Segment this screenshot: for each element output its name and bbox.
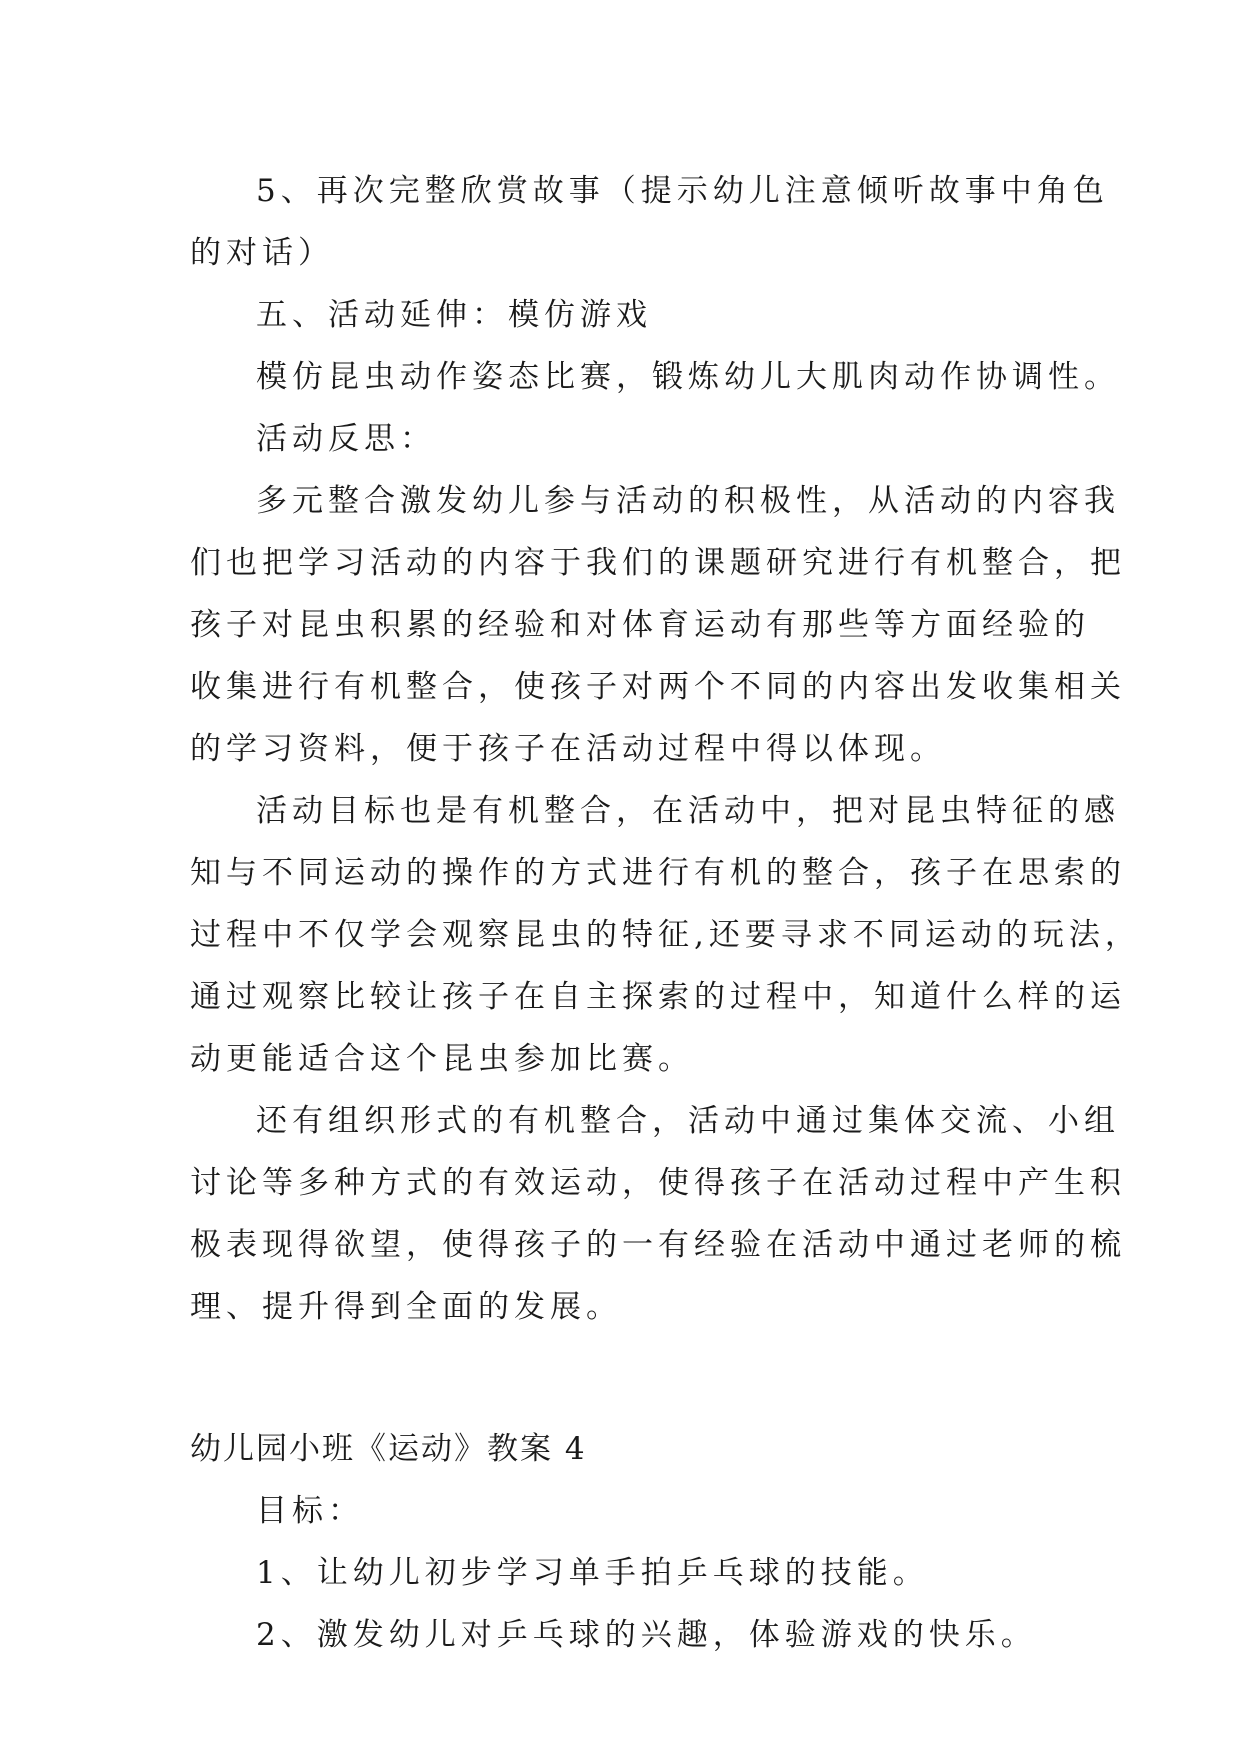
reflection-p1-line: 收集进行有机整合，使孩子对两个不同的内容出发收集相关: [190, 669, 1126, 705]
reflection-p2-line: 过程中不仅学会观察昆虫的特征,还要寻求不同运动的玩法，: [190, 917, 1141, 953]
section-title: 幼儿园小班《运动》教案 4: [190, 1431, 587, 1467]
reflection-p3-line: 极表现得欲望，使得孩子的一有经验在活动中通过老师的梳: [190, 1227, 1126, 1263]
reflection-p2-line: 通过观察比较让孩子在自主探索的过程中，知道什么样的运: [190, 979, 1126, 1015]
reflection-p1-line: 的学习资料，便于孩子在活动过程中得以体现。: [190, 731, 946, 767]
reflection-p1-line: 们也把学习活动的内容于我们的课题研究进行有机整合，把: [190, 545, 1126, 581]
step5-line-1: 5、再次完整欣赏故事（提示幼儿注意倾听故事中角色: [256, 173, 1109, 209]
reflection-p2-line: 知与不同运动的操作的方式进行有机的整合，孩子在思索的: [190, 855, 1126, 891]
extension-title: 五、活动延伸：模仿游戏: [256, 297, 652, 333]
reflection-p2-line: 动更能适合这个昆虫参加比赛。: [190, 1041, 694, 1077]
goal-item-2: 2、激发幼儿对乒乓球的兴趣，体验游戏的快乐。: [256, 1617, 1037, 1653]
reflection-p1-line: 多元整合激发幼儿参与活动的积极性，从活动的内容我: [256, 483, 1120, 519]
reflection-p1-line: 孩子对昆虫积累的经验和对体育运动有那些等方面经验的: [190, 607, 1090, 643]
document-body: [190, 160, 1141, 1666]
reflection-p2-line: 活动目标也是有机整合，在活动中，把对昆虫特征的感: [256, 793, 1120, 829]
step5-line-2: 的对话）: [190, 235, 334, 271]
extension-text: 模仿昆虫动作姿态比赛，锻炼幼儿大肌肉动作协调性。: [256, 359, 1120, 395]
reflection-title: 活动反思：: [256, 421, 436, 457]
goal-title: 目标：: [256, 1493, 364, 1529]
reflection-p3-line: 理、提升得到全面的发展。: [190, 1289, 622, 1325]
goal-item-1: 1、让幼儿初步学习单手拍乒乓球的技能。: [256, 1555, 929, 1591]
reflection-p3-line: 还有组织形式的有机整合，活动中通过集体交流、小组: [256, 1103, 1120, 1139]
reflection-p3-line: 讨论等多种方式的有效运动，使得孩子在活动过程中产生积: [190, 1165, 1126, 1201]
section-gap: [190, 1338, 1070, 1418]
